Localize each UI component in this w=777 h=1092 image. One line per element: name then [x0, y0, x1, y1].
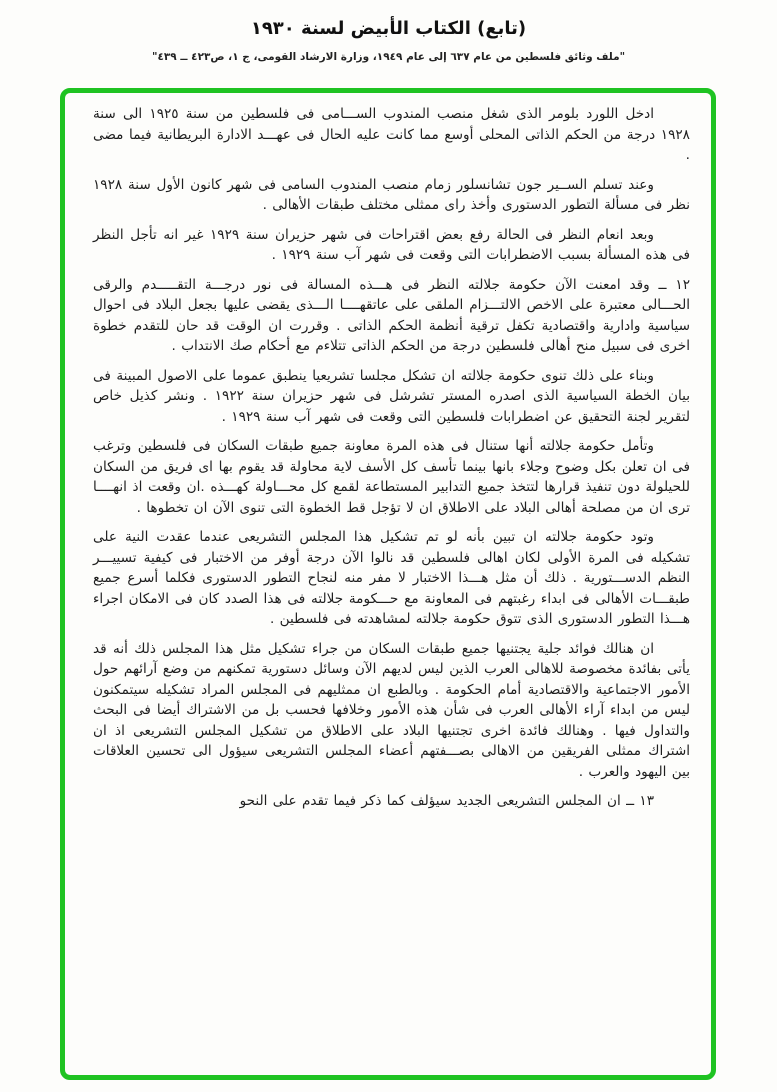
page-title: (تابع) الكتاب الأبيض لسنة ١٩٣٠	[250, 18, 527, 39]
page-header	[0, 18, 777, 63]
paragraph: وعند تسلم الســير جون تشانسلور زمام منصب المندوب السامى فى شهر كانون الأول سنة ١٩٢٨ نظر فى مسألة التطور الدستورى وأخذ راى ممثلى مختلف طبقات الأهالى .	[93, 176, 690, 213]
paragraph: وبعد انعام النظر فى الحالة رفع بعض اقتراحات فى شهر حزيران سنة ١٩٢٩ غير انه تأجل النظر فى هذه المسألة بسبب الاضطرابات التى وقعت فى شهر آب سنة ١٩٢٩ .	[93, 226, 690, 263]
paragraph: ادخل اللورد بلومر الذى شغل منصب المندوب الســـامى فى فلسطين من سنة ١٩٢٥ الى سنة ١٩٢٨ درجة من الحكم الذاتى المحلى أوسع مما كانت عليه الحال فى عهـــد الادارة البريطانية فيما مضى .	[93, 106, 690, 163]
paragraph-clause-13: ١٣ ــ ان المجلس التشريعى الجديد سيؤلف كما ذكر فيما تقدم على النحو	[239, 793, 654, 809]
paragraph-clause-12: ١٢ ــ وقد امعنت الآن حكومة جلالته النظر فى هـــذه المسالة فى نور درجـــة التقـــــدم والرقى الحـــالى معتبرة على الاخص الالتـــزام الملقى على عاتقهــــا الـــذى يقضى عليها بجعل البلاد فى احوال سياسية وادارية واقتصادية تكفل ترقية أنظمة الحكم الذاتى . وقررت ان الوقت قد حان للتقدم خطوة اخرى فى سبيل منح أهالى فلسطين درجة من الحكم الذاتى تتلاءم مع أحكام صك الانتداب .	[93, 276, 690, 354]
source-citation: "ملف وثائق فلسطين من عام ٦٣٧ إلى عام ١٩٤٩، وزارة الارشاد القومى، ج ١، ص٤٢٣ ــ ٤٣٩"	[151, 51, 626, 63]
paragraph: ان هنالك فوائد جلية يجتنيها جميع طبقات السكان من جراء تشكيل مثل هذا المجلس ذلك أنه قد يأتى بفائدة مخصوصة للاهالى العرب الذين ليس لديهم الآن وسائل دستورية تمكنهم من وضع آرائهم حول الأمور الاجتماعية والاقتصادية أمام الحكومة . وبالطبع ان ممثليهم فى المجلس المراد تشكيله سيتمكنون ليس من ابداء آراء الأهالى العرب فى شأن هذه الأمور وخلافها فحسب بل من الاشتراك أيضا فى البحث والتداول فيها . وهنالك فائدة اخرى تجتنيها البلاد على الاطلاق من تشكيل المجلس التشريعى اذ ان اشتراك ممثلى الفريقين من الاهالى بصـــفتهم أعضاء المجلس التشريعى سيؤول الى تحسين العلاقات بين اليهود والعرب .	[93, 640, 690, 780]
document-body	[93, 104, 690, 812]
paragraph: وبناء على ذلك تنوى حكومة جلالته ان تشكل مجلسا تشريعيا ينطبق عموما على الاصول المبينة فى بيان الخطة السياسية الذى اصدره المستر تشرشل فى شهر حزيران سنة ١٩٢٢ . ونشر كذيل خاص لتقرير لجنة التحقيق عن اضطرابات فلسطين التى وقعت فى شهر آب سنة ١٩٢٩ .	[93, 367, 690, 425]
paragraph: وتأمل حكومة جلالته أنها ستنال فى هذه المرة معاونة جميع طبقات السكان فى فلسطين وترغب فى ان تعلن بكل وضوح وجلاء بانها بينما تأسف كل الأسف لاية محاولة قد يقوم بها اى فريق من السكان للحيلولة دون تنفيذ قرارها لتتخذ جميع التدابير المستطاعة لقمع كل محـــاولة كهـــذه .ان وقعت اذ انهــــا ترى ان من مصلحة أهالى البلاد على الاطلاق ان لا تؤجل قط الخطوة التى تنوى الآن ان تخطوها .	[93, 438, 690, 516]
paragraph: وتود حكومة جلالته ان تبين بأنه لو تم تشكيل هذا المجلس التشريعى عندما عقدت النية على تشكيله فى المرة الأولى لكان اهالى فلسطين قد نالوا الآن درجة أوفر من الاختبار فى كيفية تسييـــر النظم الدســـتورية . ذلك أن مثل هـــذا الاختبار لا مفر منه لنجاح التطور الدستورى فكلما أسرع جميع طبقـــات الأهالى فى ابداء رغبتهم فى المعاونة مع حـــكومة جلالته فى هذا الصدد كان فى الامكان اجراء هـــذا التطور الدستورى الذى تتوق حكومة جلالته لمشاهدته فى فلسطين .	[93, 529, 690, 627]
